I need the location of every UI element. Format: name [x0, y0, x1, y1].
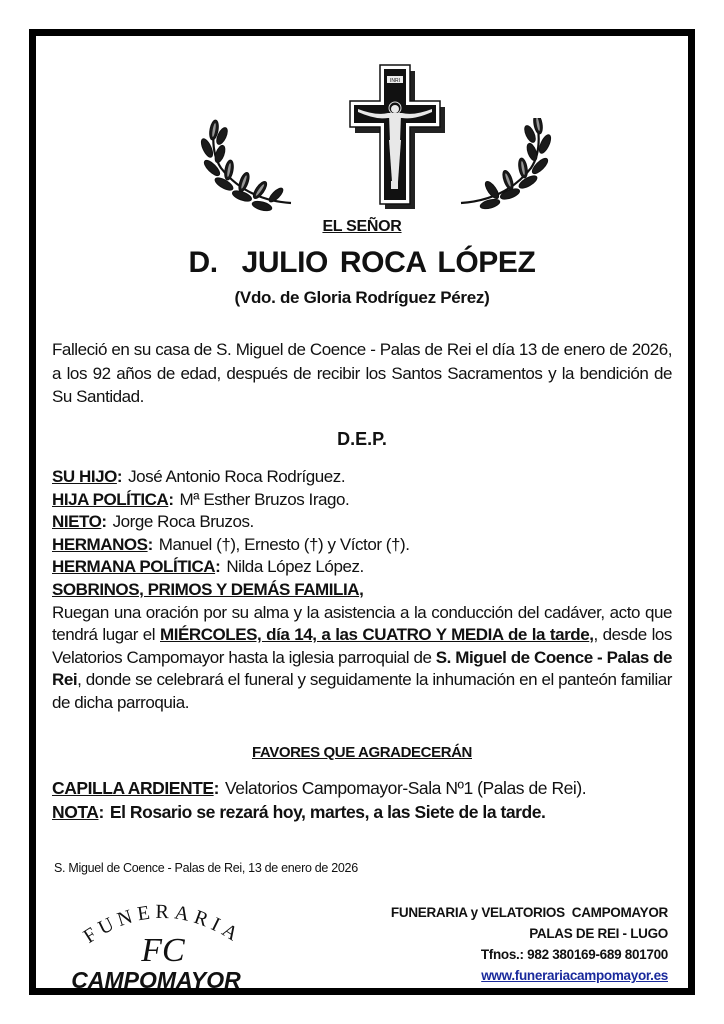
crucifix-icon: [336, 64, 456, 209]
company-contact: [391, 902, 668, 986]
funeral-text-2: , desde los Velatorios Campomayor hasta la iglesia parroquial de: [52, 625, 672, 667]
logo-name: CAMPOMAYOR: [71, 967, 241, 991]
relatives-comma: ,: [359, 579, 364, 599]
obituary-card: [29, 29, 695, 995]
nota-label: NOTA: [52, 802, 99, 822]
family-value: Mª Esther Bruzos Irago.: [179, 489, 350, 509]
laurel-branch-icon: [196, 118, 296, 218]
funeral-church: S. Miguel de Coence - Palas de Rei: [52, 647, 673, 690]
family-label: SU HIJO: [52, 467, 117, 486]
logo-arc-text: FUNERARIA: [79, 900, 247, 948]
family-value: Nilda López López.: [226, 557, 364, 577]
colon: :: [215, 557, 221, 577]
colon: :: [101, 512, 107, 532]
relatives-heading: SOBRINOS, PRIMOS Y DEMÁS FAMILIA: [52, 579, 360, 599]
nota-value: El Rosario se rezará hoy, martes, a las Siete de la tarde.: [109, 802, 546, 822]
widower-of: (Vdo. de Gloria Rodríguez Pérez): [234, 288, 490, 307]
family-label: HERMANA POLÍTICA: [52, 557, 216, 577]
capilla-label: CAPILLA ARDIENTE: [52, 778, 214, 798]
family-label: NIETO: [52, 512, 102, 532]
colon: :: [147, 534, 153, 554]
family-row-daughter-in-law: [52, 489, 672, 512]
company-website-link[interactable]: www.funerariacampomayor.es: [481, 968, 668, 983]
nota-row: [52, 800, 682, 824]
family-value: Jorge Roca Bruzos.: [112, 512, 254, 532]
colon: :: [213, 778, 220, 798]
company-location: PALAS DE REI - LUGO: [529, 926, 668, 941]
family-row-grandson: [52, 511, 672, 534]
colon: :: [116, 467, 123, 486]
death-notice: Falleció en su casa de S. Miguel de Coence - Palas de Rei el día 13 de enero de 2026, a los 92 años de edad, después de recibir los Santos Sacramentos y la bendición de Su Santidad.: [52, 340, 672, 406]
colon: :: [168, 489, 174, 509]
honorific-title: EL SEÑOR: [322, 218, 402, 235]
capilla-ardiente-row: [52, 776, 682, 800]
laurel-branch-icon: [456, 118, 556, 218]
company-phones: Tfnos.: 982 380169-689 801700: [480, 947, 668, 962]
favores-heading: FAVORES QUE AGRADECERÁN: [252, 744, 472, 761]
capilla-notes: [52, 776, 682, 824]
family-row-siblings: [52, 534, 672, 557]
colon: :: [98, 802, 104, 822]
family-row-son: [52, 466, 672, 489]
family-label: HIJA POLÍTICA: [52, 489, 169, 509]
family-list: [52, 466, 672, 715]
funeral-date-time: MIÉRCOLES, día 14, a las CUATRO Y MEDIA de la tarde: [160, 625, 590, 645]
dep-heading: D.E.P.: [337, 429, 387, 449]
funeraria-logo: [50, 891, 280, 991]
funeral-text-1: Ruegan una oración por su alma y la asistencia a la conducción del cadáver, acto que tendrá lugar el: [52, 602, 672, 645]
comma: ,: [589, 625, 594, 645]
funeral-details: [52, 602, 672, 715]
funeral-text-3: , donde se celebrará el funeral y seguidamente la inhumación en el panteón familiar de dicha parroquia.: [52, 670, 672, 712]
company-name: FUNERARIA y VELATORIOS CAMPOMAYOR: [390, 905, 668, 920]
relatives-heading-row: [52, 579, 672, 602]
logo-monogram: FC: [141, 932, 185, 969]
family-value: Manuel (†), Ernesto (†) y Víctor (†).: [158, 534, 410, 554]
family-row-sister-in-law: [52, 556, 672, 579]
capilla-value: Velatorios Campomayor-Sala Nº1 (Palas de Rei).: [225, 778, 587, 798]
family-value: José Antonio Roca Rodríguez.: [128, 467, 346, 486]
family-label: HERMANOS: [52, 534, 148, 554]
svg-text:INRI: INRI: [390, 78, 400, 84]
dateline: S. Miguel de Coence - Palas de Rei, 13 de enero de 2026: [54, 861, 358, 875]
deceased-name: D. JULIO ROCA LÓPEZ: [188, 246, 536, 279]
